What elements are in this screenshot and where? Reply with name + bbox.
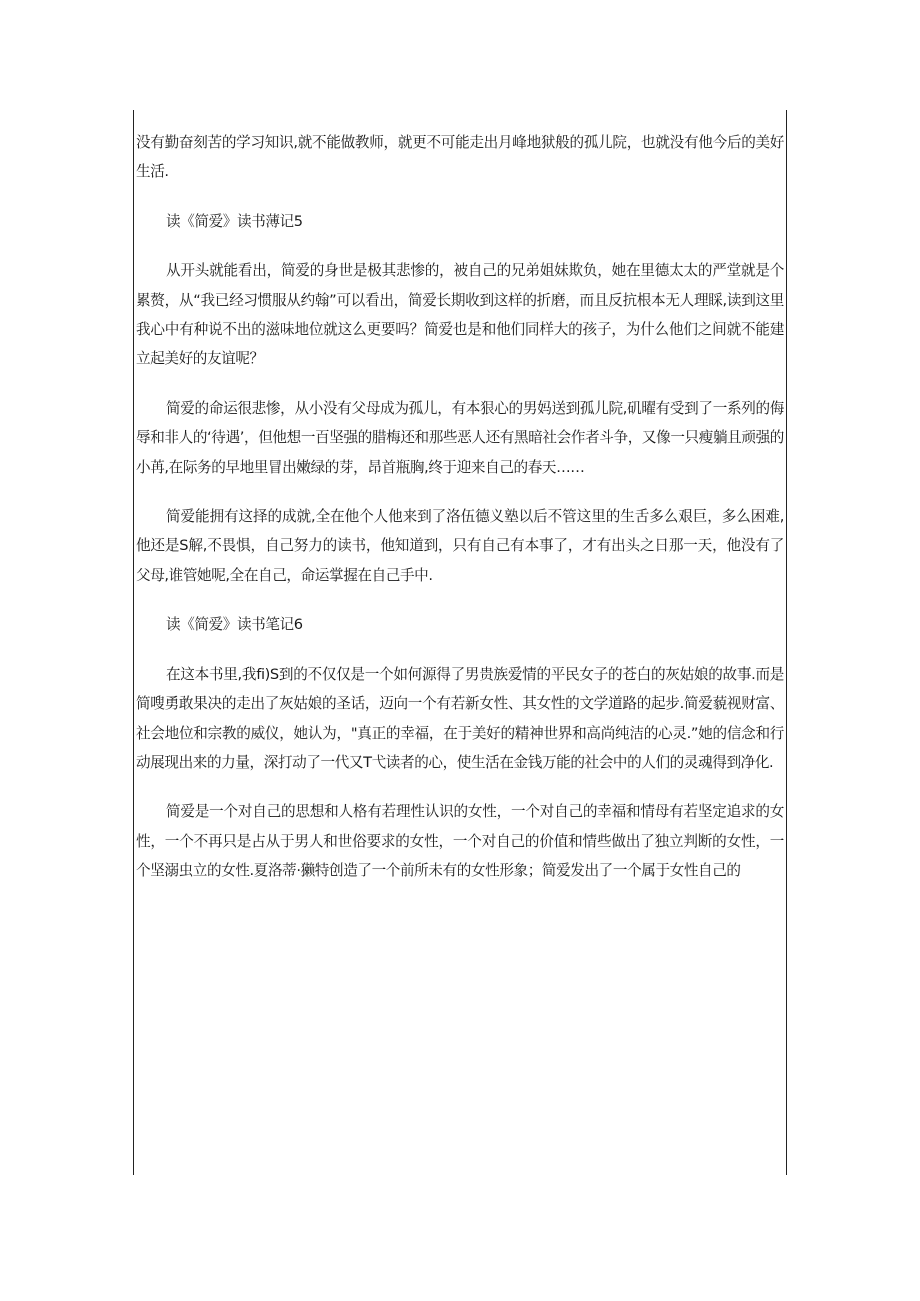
- paragraph: 在这本书里,我fi)S到的不仅仅是一个如何源得了男贵族爱情的平民女子的苍白的灰姑娘的故事.而是简嗖勇敢果决的走出了灰姑娘的圣话，迈向一个有若新女性、其女性的文学道路的起步.简爱藐视财富、社会地位和宗教的威仪，她认为，"真正的幸福，在于美好的精神世界和高尚纯洁的心灵.”她的信念和行动展现出来的力量，深打动了一代又T弋读者的心，使生活在金钱万能的社会中的人们的灵魂得到净化.: [136, 665, 784, 771]
- section-heading-5: 读《简爱》读书薄记5: [166, 212, 303, 230]
- paragraph: 简爱的命运很悲惨，从小没有父母成为孤儿，有本狠心的男妈送到孤儿院,矶曜有受到了一系列的侮辱和非人的‘待遇’，但他想一百坚强的腊梅还和那些恶人还有黑暗社会作者斗争，又像一只瘦躺且顽强的小苒,在际务的早地里冒出嫩绿的芽，昂首瓶胸,终于迎来自己的春天……: [136, 399, 784, 476]
- paragraph: 从开头就能看出，简爱的身世是极其悲惨的，被自己的兄弟姐妹欺负，她在里德太太的严堂就是个累赘，从“我已经习惯服从约翰”可以看出，简爱长期收到这样的折磨，而且反抗根本无人理睬,读到这里我心中有种说不出的滋味地位就这么更要吗？简爱也是和他们同样大的孩子，为什么他们之间就不能建立起美好的友谊呢？: [136, 262, 784, 368]
- section-heading-6: 读《简爱》读书笔记6: [166, 616, 303, 634]
- paragraph: 简爱能拥有这择的成就,全在他个人他来到了洛伍德义塾以后不管这里的生舌多么艰巨，多么困难,他还是S解,不畏惧，自己努力的读书，他知道到，只有自己有本事了，才有出头之日那一天，他没有了父母,谁管她呢,全在自己，命运掌握在自己手中.: [136, 508, 784, 584]
- document-body: [136, 128, 784, 906]
- paragraph: 简爱是一个对自己的思想和人格有若理性认识的女性，一个对自己的幸福和情母有若坚定追求的女性，一个不再只是占从于男人和世俗要求的女性，一个对自己的价值和情些做出了独立判断的女性，一个坚溺虫立的女性.夏洛蒂·獭特创造了一个前所未有的女性形象；简爱发出了一个属于女性自己的: [136, 803, 784, 880]
- paragraph-continuation: 没有勤奋刻苦的学习知识,就不能做教师，就更不可能走出月峰地狱般的孤儿院，也就没有他今后的美好生活.: [136, 134, 784, 181]
